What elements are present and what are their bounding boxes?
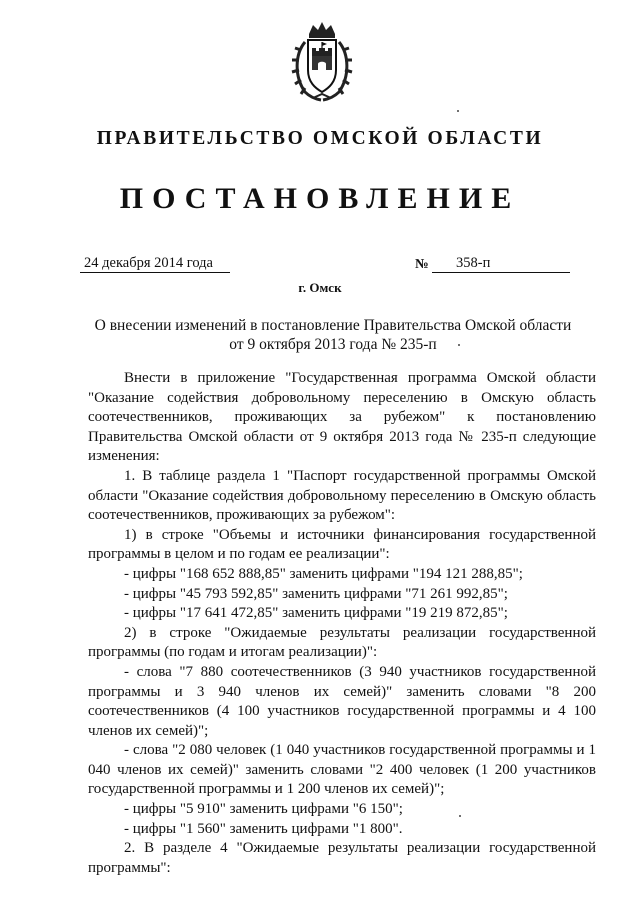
government-title: ПРАВИТЕЛЬСТВО ОМСКОЙ ОБЛАСТИ xyxy=(96,128,544,149)
intro-paragraph: Внести в приложение "Государственная программа Омской области "Оказание содействия добровольному переселению в Омскую область соотечественников, проживающих за рубежом" к постановлению Правительства Омской области от 9 октября 2013 года № 235-п следующие изменения: xyxy=(88,370,596,465)
item-1-sub-2-change-a: - слова "7 880 соотечественников (3 940 участников государственной программы и 3 940 членов их семей)" заменить словами "8 200 соотечественников (4 100 участников государственной программы и 4 100 членов их семей)"; xyxy=(88,663,596,739)
item-2: 2. В разделе 4 "Ожидаемые результаты реализации государственной программы": xyxy=(88,840,596,876)
city-label: г. Омск xyxy=(298,280,342,295)
item-1-sub-1-change-c: - цифры "17 641 472,85" заменить цифрами "19 219 872,85"; xyxy=(124,605,508,622)
item-1-sub-1-change-b: - цифры "45 793 592,85" заменить цифрами "71 261 992,85"; xyxy=(124,585,508,602)
document-body xyxy=(88,369,596,878)
item-1-sub-2-change-d: - цифры "1 560" заменить цифрами "1 800". xyxy=(124,820,403,837)
subject-line-2: от 9 октября 2013 года № 235-п xyxy=(229,336,437,353)
item-1-sub-2-change-c: - цифры "5 910" заменить цифрами "6 150"; xyxy=(124,801,403,818)
item-1-sub-1: 1) в строке "Объемы и источники финансирования государственной программы в целом и по годам ее реализации": xyxy=(88,526,596,563)
item-1-sub-2: 2) в строке "Ожидаемые результаты реализации государственной программы (по годам и итогам реализации)": xyxy=(88,624,596,661)
item-1-sub-1-change-a: - цифры "168 652 888,85" заменить цифрами "194 121 288,85"; xyxy=(124,565,523,582)
scan-speck xyxy=(457,110,459,112)
item-1-sub-2-change-b: - слова "2 080 человек (1 040 участников государственной программы и 1 040 членов их семей)" заменить словами "2 400 человек (1 200 участников государственной программы и 1 200 членов их семей)"; xyxy=(88,742,596,798)
number-label: № xyxy=(415,256,429,271)
document-type-title: ПОСТАНОВЛЕНИЕ xyxy=(119,182,521,215)
scan-speck xyxy=(459,815,461,817)
document-subject xyxy=(90,316,576,354)
omsk-region-coat-of-arms-icon xyxy=(291,20,353,104)
scan-speck xyxy=(458,344,460,346)
item-1: 1. В таблице раздела 1 "Паспорт государственной программы Омской области "Оказание содействия добровольному переселению в Омскую область соотечественников, проживающих за рубежом": xyxy=(88,467,596,524)
document-number: 358-п xyxy=(432,255,570,273)
subject-line-1: О внесении изменений в постановление Правительства Омской области xyxy=(94,317,572,334)
document-date: 24 декабря 2014 года xyxy=(80,255,230,273)
